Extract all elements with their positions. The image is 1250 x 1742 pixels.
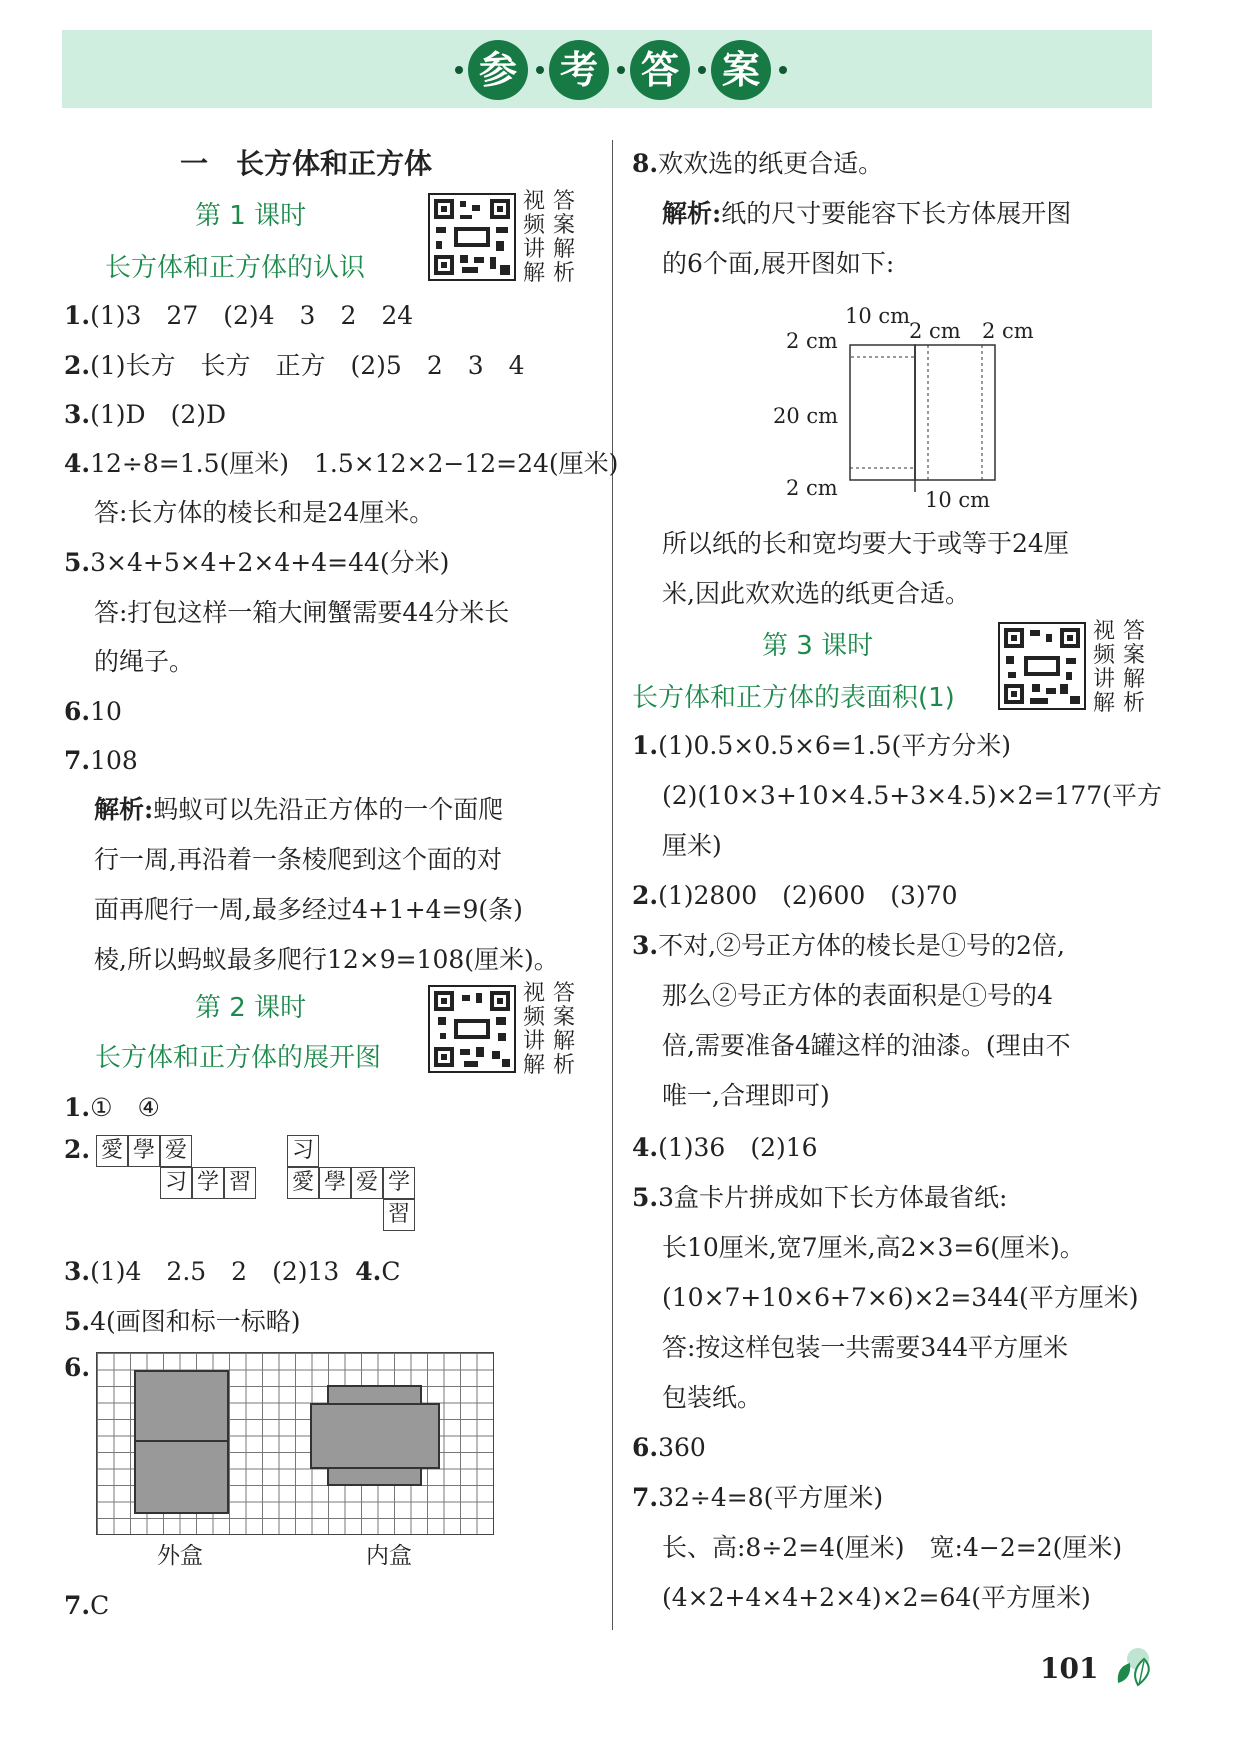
l1-q7-line4: 棱,所以蚂蚁最多爬行12×9=108(厘米)。 [94, 945, 559, 974]
net1-cell: 习 [160, 1167, 192, 1199]
qr-label-col1: 视 频 讲 解 [522, 189, 545, 286]
r-l3-q5-2: 长10厘米,宽7厘米,高2×3=6(厘米)。 [662, 1233, 1085, 1262]
r-l3-q4: 4.(1)36 (2)16 [632, 1133, 818, 1162]
lesson3-title: 第 3 课时 [762, 631, 874, 661]
dim-top-2b: 2 cm [982, 319, 1034, 343]
lesson3-subtitle: 长方体和正方体的表面积(1) [632, 683, 955, 713]
l1-q7-line3: 面再爬行一周,最多经过4+1+4=9(条) [94, 895, 523, 924]
l2-q2-number: 2. [64, 1135, 91, 1164]
inner-box-label: 内盒 [366, 1543, 412, 1569]
leaf-icon [1108, 1645, 1168, 1689]
r-l3-q3-4: 唯一,合理即可) [662, 1081, 830, 1110]
dim-top-2a: 2 cm [909, 319, 961, 343]
qr-code-icon[interactable] [428, 985, 516, 1073]
l1-q2: 2.(1)长方 长方 正方 (2)5 2 3 4 [64, 351, 525, 380]
r-q8: 8.欢欢选的纸更合适。 [632, 149, 884, 178]
qr-label-col2: 答 案 解 析 [552, 189, 575, 286]
page-number: 101 [1040, 1652, 1099, 1685]
r-l3-q3-3: 倍,需要准备4罐这样的油漆。(理由不 [662, 1031, 1071, 1060]
chapter-title: 一 长方体和正方体 [180, 147, 433, 180]
net2-cell: 愛 [287, 1167, 319, 1199]
l2-q5: 5.4(画图和标一标略) [64, 1307, 301, 1336]
r-l3-q7-3: (4×2+4×4+2×4)×2=64(平方厘米) [662, 1583, 1091, 1612]
lesson2-title: 第 2 课时 [195, 993, 307, 1023]
net1-cell: 愛 [96, 1135, 128, 1167]
l1-q5-answer: 答:打包这样一箱大闸蟹需要44分米长 [94, 598, 510, 627]
box-grid [96, 1352, 494, 1535]
qr-label-col1: 视 频 讲 解 [1092, 619, 1115, 716]
l1-q6: 6.10 [64, 697, 122, 726]
dim-left-mid: 20 cm [773, 404, 839, 428]
qr-label-col1: 视 频 讲 解 [522, 981, 545, 1078]
l1-q1: 1.(1)3 27 (2)4 3 2 24 [64, 301, 414, 330]
r-l3-q5-4: 答:按这样包装一共需要344平方厘米 [662, 1333, 1069, 1362]
qr-label-col2: 答 案 解 析 [1122, 619, 1145, 716]
outer-box-net [134, 1370, 229, 1514]
lesson1-subtitle: 长方体和正方体的认识 [105, 253, 366, 283]
r-l3-q7: 7.32÷4=8(平方厘米) [632, 1483, 884, 1512]
r-l3-q3: 3.不对,②号正方体的棱长是①号的2倍, [632, 931, 1065, 960]
r-q8-analysis: 解析:纸的尺寸要能容下长方体展开图 [662, 199, 1072, 228]
r-l3-q5: 5.3盒卡片拼成如下长方体最省纸: [632, 1183, 1008, 1212]
banner-char-1: 参 [468, 40, 528, 100]
banner-char-2: 考 [549, 40, 609, 100]
net2-cell: 爱 [351, 1167, 383, 1199]
l1-q5: 5.3×4+5×4+2×4+4=44(分米) [64, 548, 450, 577]
dim-bottom-10: 10 cm [925, 488, 991, 512]
l1-q4-answer: 答:长方体的棱长和是24厘米。 [94, 498, 435, 527]
r-l3-q6: 6.360 [632, 1433, 706, 1462]
outer-box-fold [134, 1440, 229, 1442]
r-q8-line2: 的6个面,展开图如下: [662, 249, 895, 278]
inner-box-net-wide [310, 1403, 440, 1469]
r-l3-q1-2: (2)(10×3+10×4.5+3×4.5)×2=177(平方 [662, 781, 1162, 810]
r-l3-q2: 2.(1)2800 (2)600 (3)70 [632, 881, 958, 910]
r-q8-line4: 米,因此欢欢选的纸更合适。 [662, 579, 970, 608]
lesson1-title: 第 1 课时 [195, 201, 307, 231]
l1-q7-analysis: 解析:蚂蚁可以先沿正方体的一个面爬 [94, 795, 504, 824]
l1-q5-answer-2: 的绳子。 [94, 647, 195, 676]
dim-left-top: 2 cm [786, 329, 838, 353]
net2-cell: 习 [287, 1135, 319, 1167]
qr-label-col2: 答 案 解 析 [552, 981, 575, 1078]
banner-dot [455, 66, 463, 74]
qr-code-icon[interactable] [428, 193, 516, 281]
net1-cell: 爱 [160, 1135, 192, 1167]
l2-q1: 1.① ④ [64, 1093, 160, 1122]
net1-cell: 學 [128, 1135, 160, 1167]
banner-char-3: 答 [630, 40, 690, 100]
r-l3-q3-2: 那么②号正方体的表面积是①号的4 [662, 981, 1053, 1010]
net1-cell: 学 [192, 1167, 224, 1199]
l1-q4: 4.12÷8=1.5(厘米) 1.5×12×2−12=24(厘米) [64, 449, 619, 478]
r-l3-q5-5: 包装纸。 [662, 1383, 763, 1412]
banner-char-4: 案 [711, 40, 771, 100]
r-q8-line3: 所以纸的长和宽均要大于或等于24厘 [662, 529, 1069, 558]
r-l3-q1: 1.(1)0.5×0.5×6=1.5(平方分米) [632, 731, 1012, 760]
l1-q3: 3.(1)D (2)D [64, 400, 227, 429]
l1-q7-line2: 行一周,再沿着一条棱爬到这个面的对 [94, 845, 502, 874]
net2-cell: 習 [383, 1199, 415, 1231]
dim-top-10: 10 cm [845, 304, 911, 328]
banner-dot [779, 66, 787, 74]
l2-q7: 7.C [64, 1591, 110, 1620]
l2-q3-q4: 3.(1)4 2.5 2 (2)13 4.C [64, 1257, 401, 1286]
l2-q6-number: 6. [64, 1353, 91, 1382]
dim-left-bottom: 2 cm [786, 476, 838, 500]
lesson2-subtitle: 长方体和正方体的展开图 [95, 1043, 382, 1073]
r-l3-q5-3: (10×7+10×6+7×6)×2=344(平方厘米) [662, 1283, 1139, 1312]
net1-cell: 習 [224, 1167, 256, 1199]
banner-dot [617, 66, 625, 74]
r-l3-q7-2: 长、高:8÷2=4(厘米) 宽:4−2=2(厘米) [662, 1533, 1123, 1562]
banner-dot [698, 66, 706, 74]
net2-cell: 學 [319, 1167, 351, 1199]
outer-box-label: 外盒 [157, 1543, 203, 1569]
r-l3-q1-3: 厘米) [662, 831, 722, 860]
banner-dot [536, 66, 544, 74]
net2-cell: 学 [383, 1167, 415, 1199]
qr-code-icon[interactable] [998, 622, 1086, 710]
l1-q7: 7.108 [64, 746, 138, 775]
column-divider [612, 140, 613, 1630]
